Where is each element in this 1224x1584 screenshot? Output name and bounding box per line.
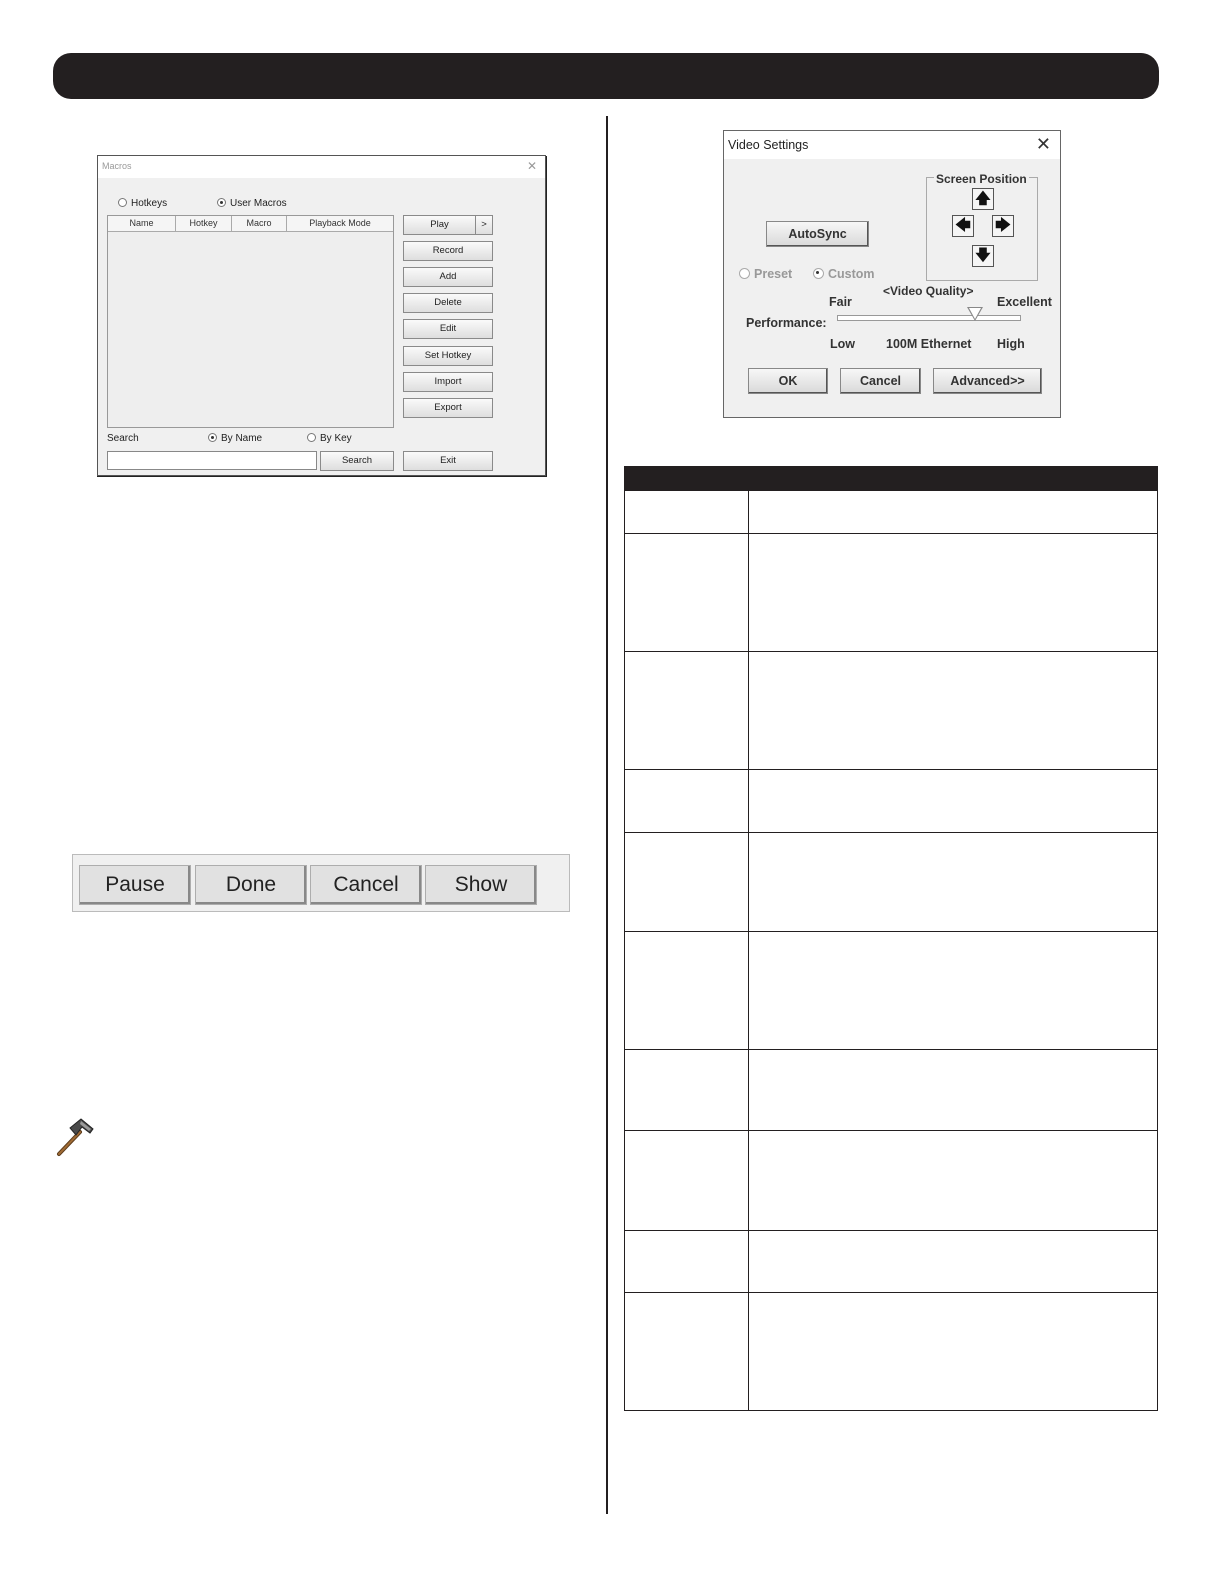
table-cell	[625, 491, 749, 533]
move-down-icon[interactable]: 🡇	[972, 245, 994, 267]
play-options-button[interactable]: >	[475, 215, 493, 235]
export-button[interactable]: Export	[403, 398, 493, 418]
column-header-macro[interactable]: Macro	[232, 216, 287, 232]
edit-button[interactable]: Edit	[403, 319, 493, 339]
table-cell	[625, 652, 749, 769]
macros-titlebar	[98, 156, 545, 178]
advanced-button[interactable]: Advanced>>	[933, 368, 1042, 394]
performance-slider-thumb[interactable]	[967, 307, 983, 321]
table-row	[624, 491, 1158, 534]
table-cell	[625, 833, 749, 931]
search-button[interactable]: Search	[320, 451, 394, 471]
autosync-button[interactable]: AutoSync	[766, 221, 869, 247]
video-settings-title: Video Settings	[728, 138, 809, 152]
video-settings-titlebar	[724, 131, 1060, 159]
column-header-hotkey[interactable]: Hotkey	[176, 216, 232, 232]
record-button[interactable]: Record	[403, 241, 493, 261]
macro-record-toolbar	[72, 854, 570, 912]
radio-by-key-circle[interactable]	[307, 433, 316, 442]
radio-user-macros[interactable]	[217, 198, 287, 209]
table-cell	[625, 932, 749, 1049]
settings-table	[624, 466, 1158, 1411]
low-label: Low	[830, 337, 855, 351]
table-row	[624, 770, 1158, 833]
table-cell	[625, 1231, 749, 1292]
column-divider	[606, 116, 608, 1514]
radio-by-name-circle[interactable]	[208, 433, 217, 442]
table-cell	[625, 1131, 749, 1230]
table-row	[624, 534, 1158, 652]
ok-button[interactable]: OK	[748, 368, 828, 394]
cancel-button[interactable]: Cancel	[840, 368, 921, 394]
table-row	[624, 1050, 1158, 1131]
performance-label: Performance:	[746, 316, 827, 330]
table-cell	[625, 534, 749, 651]
table-cell	[625, 770, 749, 832]
high-label: High	[997, 337, 1025, 351]
radio-by-name-label: By Name	[221, 433, 263, 444]
cancel-button[interactable]: Cancel	[310, 865, 422, 905]
radio-hotkeys-circle[interactable]	[118, 198, 127, 207]
search-input[interactable]	[107, 451, 317, 470]
radio-preset-label: Preset	[754, 267, 793, 281]
radio-preset-circle[interactable]	[739, 268, 750, 279]
table-cell	[625, 1050, 749, 1130]
radio-user-macros-label: User Macros	[230, 198, 287, 209]
radio-preset[interactable]	[739, 267, 792, 281]
macros-dialog	[97, 155, 546, 476]
play-button[interactable]: Play	[403, 215, 476, 235]
delete-button[interactable]: Delete	[403, 293, 493, 313]
radio-custom[interactable]	[813, 267, 875, 281]
close-icon[interactable]: ✕	[526, 159, 537, 173]
table-row	[624, 932, 1158, 1050]
screen-position-group	[926, 172, 1038, 281]
radio-by-name[interactable]	[208, 433, 262, 444]
screen-position-label: Screen Position	[936, 172, 1027, 186]
show-button[interactable]: Show	[425, 865, 537, 905]
video-quality-label: <Video Quality>	[883, 284, 974, 298]
radio-hotkeys[interactable]	[118, 198, 167, 209]
move-left-icon[interactable]: 🡄	[952, 215, 974, 237]
hammer-icon[interactable]	[53, 1116, 97, 1158]
table-row	[624, 652, 1158, 770]
video-settings-dialog	[723, 130, 1061, 418]
radio-custom-circle[interactable]	[813, 268, 824, 279]
pause-button[interactable]: Pause	[79, 865, 191, 905]
radio-by-key[interactable]	[307, 433, 352, 444]
macros-table[interactable]	[107, 215, 394, 428]
radio-hotkeys-label: Hotkeys	[131, 198, 168, 209]
import-button[interactable]: Import	[403, 372, 493, 392]
search-label: Search	[107, 433, 139, 444]
column-header-name[interactable]: Name	[108, 216, 176, 232]
ethernet-label: 100M Ethernet	[886, 337, 972, 351]
column-header-playback-mode[interactable]: Playback Mode	[287, 216, 393, 232]
add-button[interactable]: Add	[403, 267, 493, 287]
radio-custom-label: Custom	[828, 267, 875, 281]
radio-by-key-label: By Key	[320, 433, 352, 444]
set-hotkey-button[interactable]: Set Hotkey	[403, 346, 493, 366]
exit-button[interactable]: Exit	[403, 451, 493, 471]
table-header	[624, 466, 1158, 491]
table-cell	[625, 1293, 749, 1410]
done-button[interactable]: Done	[195, 865, 307, 905]
table-row	[624, 1293, 1158, 1411]
table-row	[624, 1131, 1158, 1231]
radio-user-macros-circle[interactable]	[217, 198, 226, 207]
move-right-icon[interactable]: 🡆	[992, 215, 1014, 237]
performance-slider-track[interactable]	[837, 315, 1021, 321]
macros-title: Macros	[102, 161, 132, 171]
table-row	[624, 833, 1158, 932]
close-icon[interactable]: ✕	[1035, 134, 1051, 154]
excellent-label: Excellent	[997, 295, 1052, 309]
move-up-icon[interactable]: 🡅	[972, 188, 994, 210]
page-header-bar	[53, 53, 1159, 99]
table-row	[624, 1231, 1158, 1293]
fair-label: Fair	[829, 295, 852, 309]
